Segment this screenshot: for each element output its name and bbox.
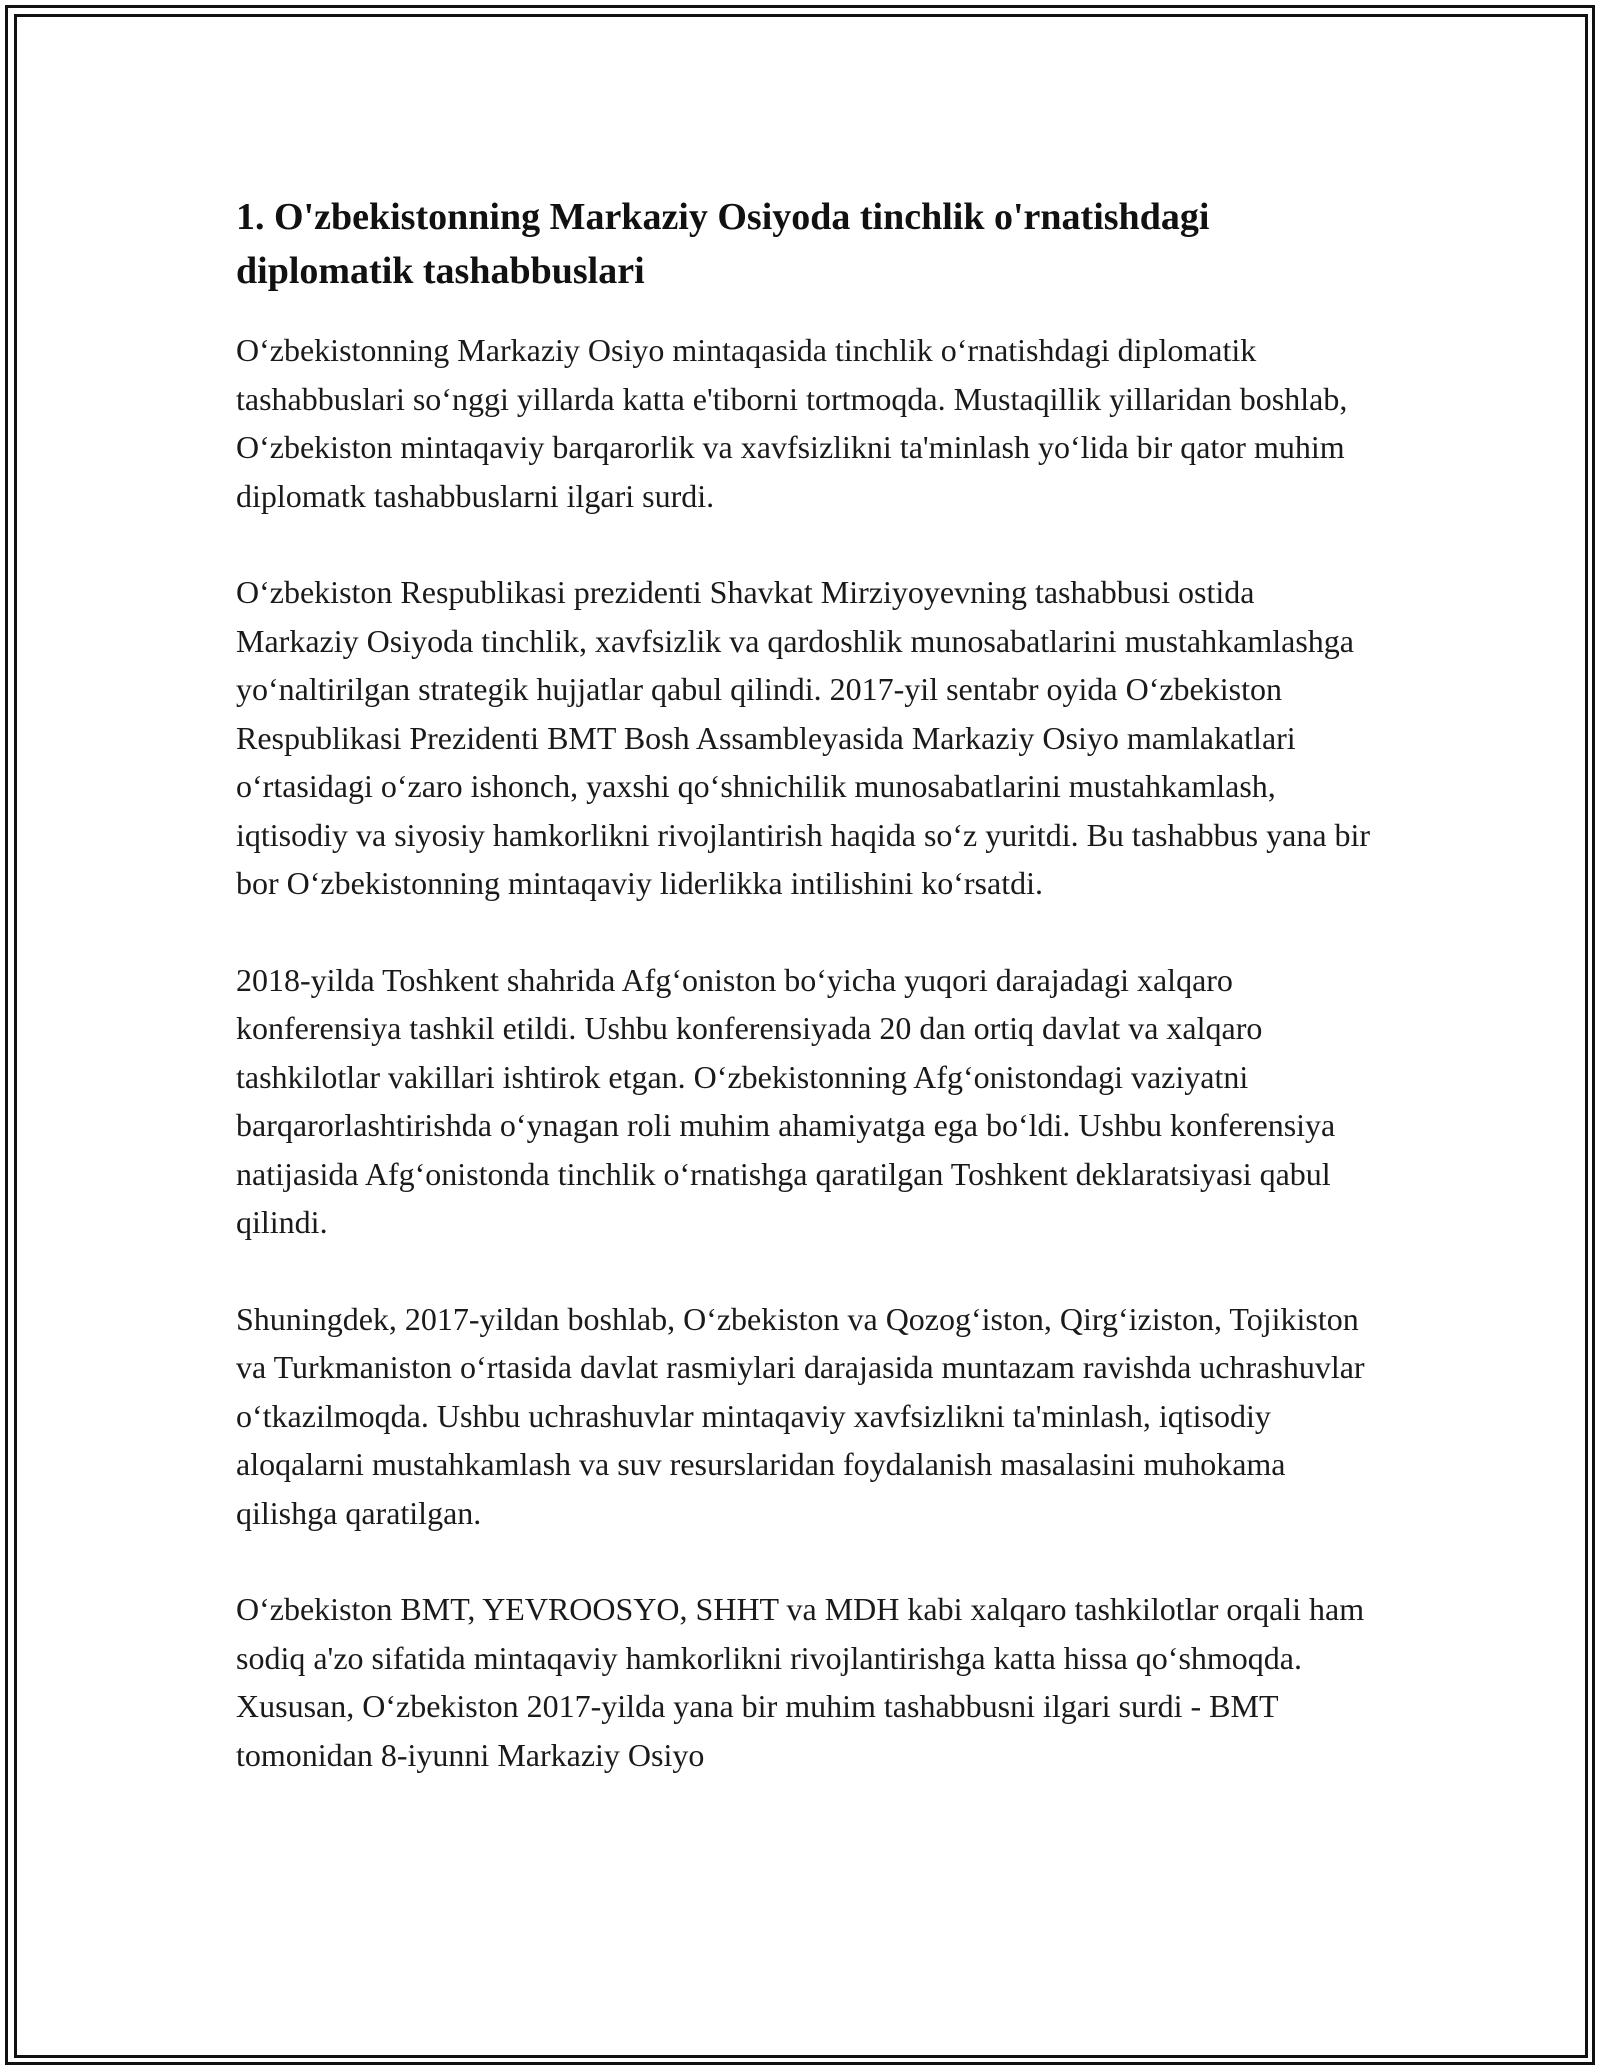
paragraph-5: O‘zbekiston BMT, YEVROOSYO, SHHT va MDH kabi xalqaro tashkilotlar orqali ham sodiq a'zo sifatida mintaqaviy hamkorlikni rivojlantirishga katta hissa qo‘shmoqda. Xususan, O‘zbekiston 2017-yilda yana bir muhim tashabbusni ilgari surdi - BMT tomonidan 8-iyunni Markaziy Osiyo <box>236 1591 1365 1773</box>
paragraph-1: O‘zbekistonning Markaziy Osiyo mintaqasida tinchlik o‘rnatishdagi diplomatik tashabbuslari so‘nggi yillarda katta e'tiborni tortmoqda. Mustaqillik yillaridan boshlab, O‘zbekiston mintaqaviy barqarorlik va xavfsizlikni ta'minlash yo‘lida bir qator muhim diplomatk tashabbuslarni ilgari surdi. <box>236 332 1348 514</box>
section-heading: 1. O'zbekistonning Markaziy Osiyoda tinchlik o'rnatishdagi diplomatik tashabbuslari <box>236 196 1210 292</box>
paragraph-2: O‘zbekiston Respublikasi prezidenti Shavkat Mirziyoyevning tashabbusi ostida Markaziy Osiyoda tinchlik, xavfsizlik va qardoshlik munosabatlarini mustahkamlashga yo‘naltirilgan strategik hujjatlar qabul qilindi. 2017-yil sentabr oyida O‘zbekiston Respublikasi Prezidenti BMT Bosh Assambleyasida Markaziy Osiyo mamlakatlari o‘rtasidagi o‘zaro ishonch, yaxshi qo‘shnichilik munosabatlarini mustahkamlash, iqtisodiy va siyosiy hamkorlikni rivojlantirish haqida so‘z yuritdi. Bu tashabbus yana bir bor O‘zbekistonning mintaqaviy liderlikka intilishini ko‘rsatdi. <box>236 574 1371 901</box>
paragraph-4: Shuningdek, 2017-yildan boshlab, O‘zbekiston va Qozog‘iston, Qirg‘iziston, Tojikiston va Turkmaniston o‘rtasida davlat rasmiylari darajasida muntazam ravishda uchrashuvlar o‘tkazilmoqda. Ushbu uchrashuvlar mintaqaviy xavfsizlikni ta'minlash, iqtisodiy aloqalarni mustahkamlash va suv resurslaridan foydalanish masalasini muhokama qilishga qaratilgan. <box>236 1300 1365 1531</box>
paragraph-3: 2018-yilda Toshkent shahrida Afg‘oniston bo‘yicha yuqori darajadagi xalqaro konferensiya tashkil etildi. Ushbu konferensiyada 20 dan ortiq davlat va xalqaro tashkilotlar vakillari ishtirok etgan. O‘zbekistonning Afg‘onistondagi vaziyatni barqarorlashtirishda o‘ynagan roli muhim ahamiyatga ega bo‘ldi. Ushbu konferensiya natijasida Afg‘onistonda tinchlik o‘rnatishga qaratilgan Toshkent deklaratsiyasi qabul qilindi. <box>236 961 1336 1240</box>
document-body <box>236 190 1376 1827</box>
